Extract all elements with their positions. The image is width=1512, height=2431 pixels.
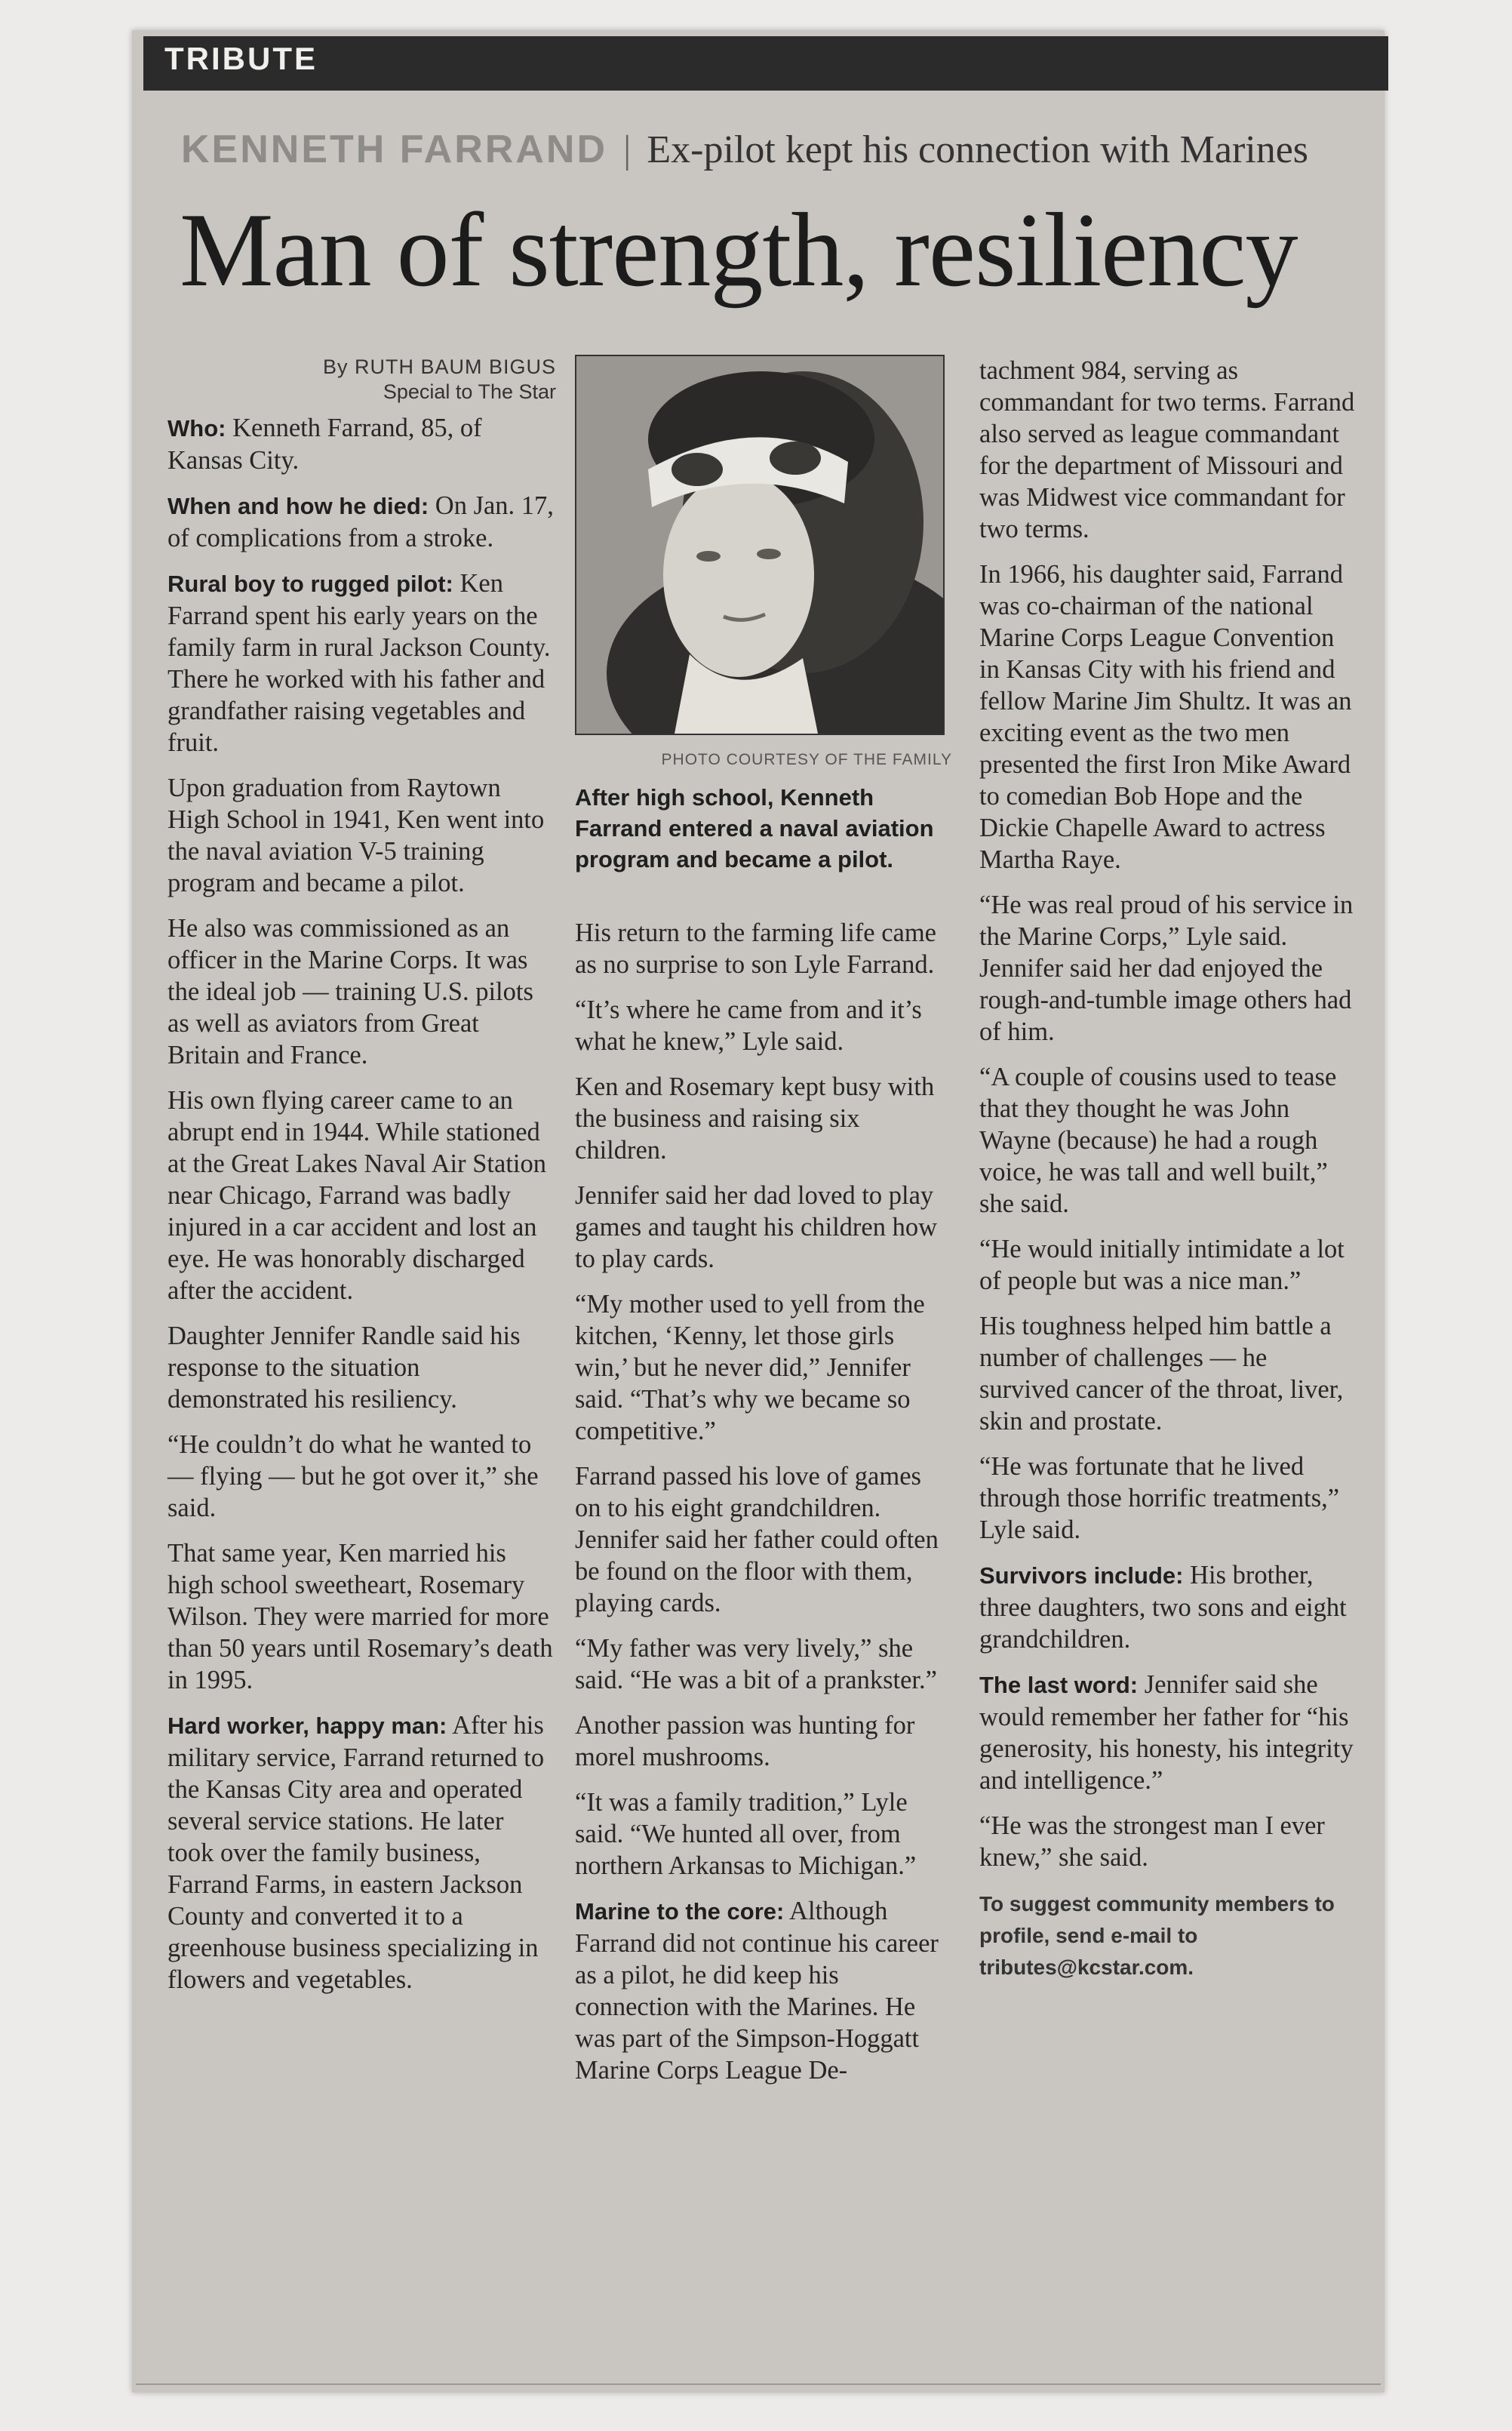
- paragraph: tachment 984, serving as commandant for two terms. Farrand also served as league commandant for the department of Missouri and was Midwest vice commandant for two terms.: [979, 356, 1355, 543]
- kicker-separator: |: [623, 128, 632, 171]
- headline: Man of strength, resiliency: [180, 192, 1298, 309]
- lead-label: Marine to the core:: [575, 1898, 785, 1925]
- byline-affiliation: Special to The Star: [383, 380, 556, 403]
- lead-label: Survivors include:: [979, 1562, 1184, 1589]
- paragraph: [575, 1895, 952, 2086]
- lead-label: The last word:: [979, 1672, 1139, 1698]
- paragraph-text: Although Farrand did not continue his career as a pilot, he did keep his connection with the Marines. He was part of the Simpson-Hoggatt Marine Corps League De-: [575, 1897, 939, 2085]
- paragraph: Farrand passed his love of games on to his eight grandchildren. Jennifer said her father could often be found on the floor with them, playing cards.: [575, 1462, 939, 1617]
- paragraph-text: Kenneth Farrand, 85, of Kansas City.: [167, 414, 482, 475]
- portrait-image: [576, 356, 943, 734]
- paragraph: “He was fortunate that he lived through those horrific treatments,” Lyle said.: [979, 1452, 1340, 1544]
- paragraph: “He couldn’t do what he wanted to — flying — but he got over it,” she said.: [167, 1430, 539, 1522]
- paragraph: “He was real proud of his service in the Marine Corps,” Lyle said. Jennifer said her dad enjoyed the rough-and-tumble image others had of him.: [979, 891, 1354, 1046]
- paragraph: “A couple of cousins used to tease that they thought he was John Wayne (because) he had a rough voice, he was tall and well built,” she said.: [979, 1063, 1337, 1218]
- submission-note: To suggest community members to profile, send e-mail to tributes@kcstar.com.: [979, 1892, 1335, 1979]
- paragraph-text: On Jan. 17, of complications from a stroke.: [167, 491, 554, 552]
- paragraph: His toughness helped him battle a number of challenges — he survived cancer of the throat, liver, skin and prostate.: [979, 1312, 1344, 1436]
- pilot-photo: [575, 355, 945, 735]
- paragraph: “It was a family tradition,” Lyle said. “We hunted all over, from northern Arkansas to Michigan.”: [575, 1788, 917, 1880]
- paragraph-text: Ken Farrand spent his early years on the family farm in rural Jackson County. There he worked with his father and grandfather raising vegetables and fruit.: [167, 569, 551, 757]
- paragraph: Jennifer said her dad loved to play games and taught his children how to play cards.: [575, 1181, 938, 1273]
- paragraph: “He would initially intimidate a lot of people but was a nice man.”: [979, 1235, 1345, 1295]
- lead-label: Hard worker, happy man:: [167, 1712, 447, 1739]
- paragraph: “It’s where he came from and it’s what he knew,” Lyle said.: [575, 995, 922, 1056]
- kicker-subhead: Ex-pilot kept his connection with Marines: [647, 128, 1309, 171]
- article-column-3: [979, 355, 1357, 1983]
- kicker: [181, 127, 1358, 172]
- lead-label: When and how he died:: [167, 493, 429, 519]
- paragraph-text: His brother, three daughters, two sons and eight grandchildren.: [979, 1561, 1347, 1654]
- paragraph: His own flying career came to an abrupt end in 1944. While stationed at the Great Lakes Naval Air Station near Chicago, Farrand was badly injured in a car accident and lost an eye. He was honorably discharged after the accident.: [167, 1086, 547, 1305]
- paragraph: That same year, Ken married his high school sweetheart, Rosemary Wilson. They were married for more than 50 years until Rosemary’s death in 1995.: [167, 1539, 553, 1694]
- paragraph: Daughter Jennifer Randle said his response to the situation demonstrated his resiliency.: [167, 1322, 521, 1414]
- paragraph: His return to the farming life came as no surprise to son Lyle Farrand.: [575, 919, 936, 979]
- paragraph: [979, 1669, 1357, 1796]
- paragraph: Ken and Rosemary kept busy with the business and raising six children.: [575, 1072, 935, 1165]
- paragraph-text: After his military service, Farrand returned to the Kansas City area and operated several service stations. He later took over the family business, Farrand Farms, in eastern Jackson County and converted it to a greenhouse business specializing in flowers and vegetables.: [167, 1711, 545, 1994]
- byline: [167, 355, 556, 405]
- paragraph: [167, 568, 556, 759]
- photo-credit: PHOTO COURTESY OF THE FAMILY: [661, 751, 952, 768]
- paragraph: [167, 412, 556, 476]
- photo-caption: After high school, Kenneth Farrand entered a naval aviation program and became a pilot.: [575, 784, 934, 872]
- section-label: TRIBUTE: [164, 41, 318, 76]
- kicker-name: KENNETH FARRAND: [181, 128, 607, 171]
- paragraph: [167, 490, 556, 554]
- lead-label: Rural boy to rugged pilot:: [167, 571, 453, 597]
- paragraph: “My mother used to yell from the kitchen, ‘Kenny, let those girls win,’ but he never did,” Jennifer said. “That’s why we became so competitive.”: [575, 1290, 925, 1445]
- paragraph: Upon graduation from Raytown High School in 1941, Ken went into the naval aviation V-5 training program and became a pilot.: [167, 774, 545, 897]
- paragraph: He also was commissioned as an officer in the Marine Corps. It was the ideal job — training U.S. pilots as well as aviators from Great Britain and France.: [167, 914, 533, 1069]
- section-banner: [143, 36, 1388, 91]
- bottom-rule: [136, 2383, 1381, 2385]
- paragraph: Another passion was hunting for morel mushrooms.: [575, 1711, 915, 1771]
- paragraph: In 1966, his daughter said, Farrand was co-chairman of the national Marine Corps League Convention in Kansas City with his friend and fellow Marine Jim Shultz. It was an exciting event as the two men presented the first Iron Mike Award to comedian Bob Hope and the Dickie Chapelle Award to actress Martha Raye.: [979, 560, 1352, 874]
- article-column-2: [575, 355, 952, 2100]
- paragraph: [167, 1709, 556, 1996]
- paragraph: [979, 1559, 1357, 1655]
- byline-author: By RUTH BAUM BIGUS: [322, 355, 556, 378]
- paragraph-text: Jennifer said she would remember her father for “his generosity, his honesty, his integrity and intelligence.”: [979, 1670, 1354, 1795]
- article-column-1: [167, 355, 556, 2009]
- lead-label: Who:: [167, 415, 226, 442]
- paragraph: “My father was very lively,” she said. “He was a bit of a prankster.”: [575, 1634, 937, 1694]
- paragraph: “He was the strongest man I ever knew,” she said.: [979, 1811, 1325, 1872]
